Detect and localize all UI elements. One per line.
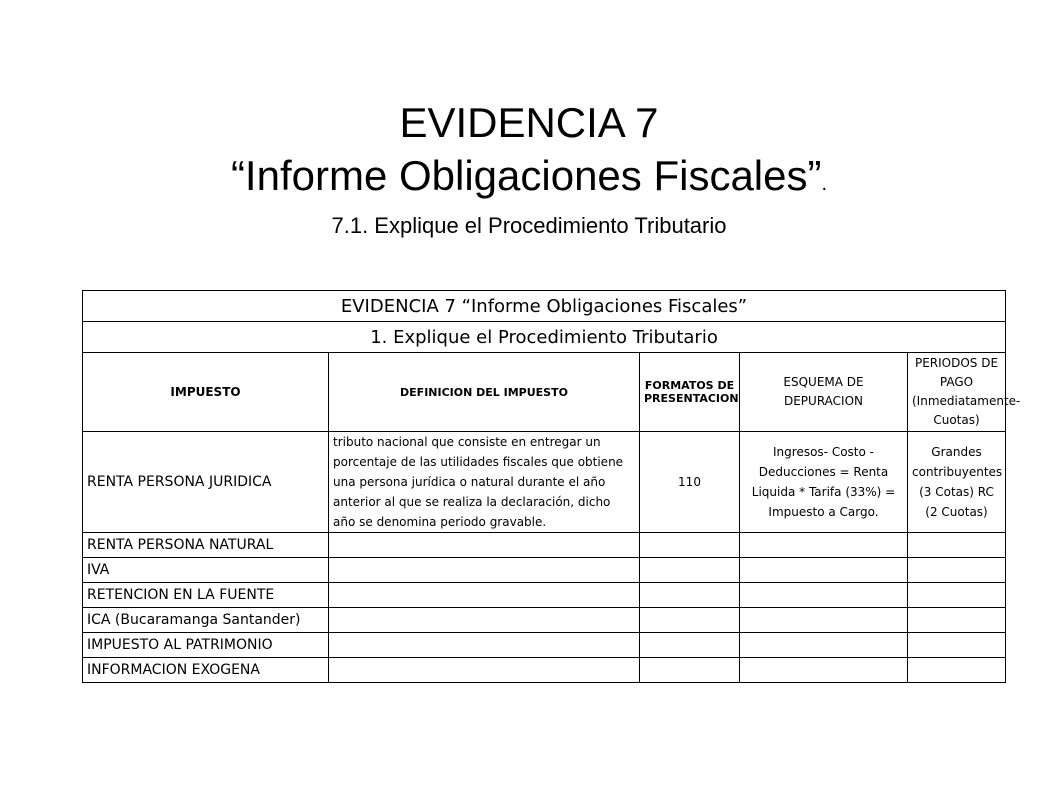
row-esquema-cell [740, 533, 908, 558]
row-formatos-cell: 110 [640, 432, 740, 533]
row-definicion-cell [329, 658, 640, 683]
obligaciones-table [82, 290, 1021, 683]
row-formatos-cell [640, 558, 740, 583]
row-periodos-cell [908, 533, 1006, 558]
table-row [83, 432, 1006, 533]
table-header-main: EVIDENCIA 7 “Informe Obligaciones Fiscales” [83, 291, 1006, 322]
row-impuesto-cell: RENTA PERSONA JURIDICA [83, 432, 329, 533]
column-header-definicion: DEFINICION DEL IMPUESTO [329, 353, 640, 432]
subtitle-procedimiento: 7.1. Explique el Procedimiento Tributario [331, 213, 727, 238]
row-periodos-cell: Grandes contribuyentes (3 Cotas) RC (2 Cuotas) [908, 432, 1006, 533]
row-esquema-cell [740, 658, 908, 683]
slide-title [0, 96, 1058, 240]
table-row [83, 658, 1006, 683]
row-definicion-cell [329, 558, 640, 583]
row-esquema-cell [740, 558, 908, 583]
column-header-esquema: ESQUEMA DE DEPURACION [740, 353, 908, 432]
row-periodos-cell [908, 608, 1006, 633]
row-formatos-cell [640, 608, 740, 633]
table-header-sub: 1. Explique el Procedimiento Tributario [83, 322, 1006, 353]
row-periodos-cell [908, 633, 1006, 658]
column-header-periodos: PERIODOS DE PAGO (Inmediatamente- Cuotas) [908, 353, 1006, 432]
table-row [83, 633, 1006, 658]
table-row [83, 583, 1006, 608]
row-formatos-cell [640, 658, 740, 683]
row-definicion-cell [329, 533, 640, 558]
row-definicion-cell [329, 608, 640, 633]
row-esquema-cell [740, 583, 908, 608]
row-definicion-cell [329, 633, 640, 658]
row-esquema-cell [740, 608, 908, 633]
title-informe-text: “Informe Obligaciones Fiscales” [230, 152, 822, 199]
row-impuesto-cell: ICA (Bucaramanga Santander) [83, 608, 329, 633]
column-header-formatos: FORMATOS DE PRESENTACION [640, 353, 740, 432]
row-periodos-cell [908, 658, 1006, 683]
table-row [83, 533, 1006, 558]
table-row [83, 558, 1006, 583]
row-impuesto-cell: RENTA PERSONA NATURAL [83, 533, 329, 558]
row-impuesto-cell: RETENCION EN LA FUENTE [83, 583, 329, 608]
column-header-impuesto: IMPUESTO [83, 353, 329, 432]
row-impuesto-cell: INFORMACION EXOGENA [83, 658, 329, 683]
title-informe [0, 150, 1058, 210]
title-evidencia: EVIDENCIA 7 [399, 99, 659, 146]
row-formatos-cell [640, 583, 740, 608]
row-impuesto-cell: IMPUESTO AL PATRIMONIO [83, 633, 329, 658]
row-esquema-cell: Ingresos- Costo - Deducciones = Renta Liquida * Tarifa (33%) = Impuesto a Cargo. [740, 432, 908, 533]
row-periodos-cell [908, 583, 1006, 608]
row-impuesto-cell: IVA [83, 558, 329, 583]
title-informe-dot: . [821, 173, 828, 195]
row-definicion-cell: tributo nacional que consiste en entregar un porcentaje de las utilidades fiscales que obtiene una persona jurídica o natural durante el año anterior al que se realiza la declaración, dicho año se denomina periodo gravable. [329, 432, 640, 533]
row-periodos-cell [908, 558, 1006, 583]
row-formatos-cell [640, 633, 740, 658]
row-definicion-cell [329, 583, 640, 608]
row-esquema-cell [740, 633, 908, 658]
row-formatos-cell [640, 533, 740, 558]
table-row [83, 608, 1006, 633]
